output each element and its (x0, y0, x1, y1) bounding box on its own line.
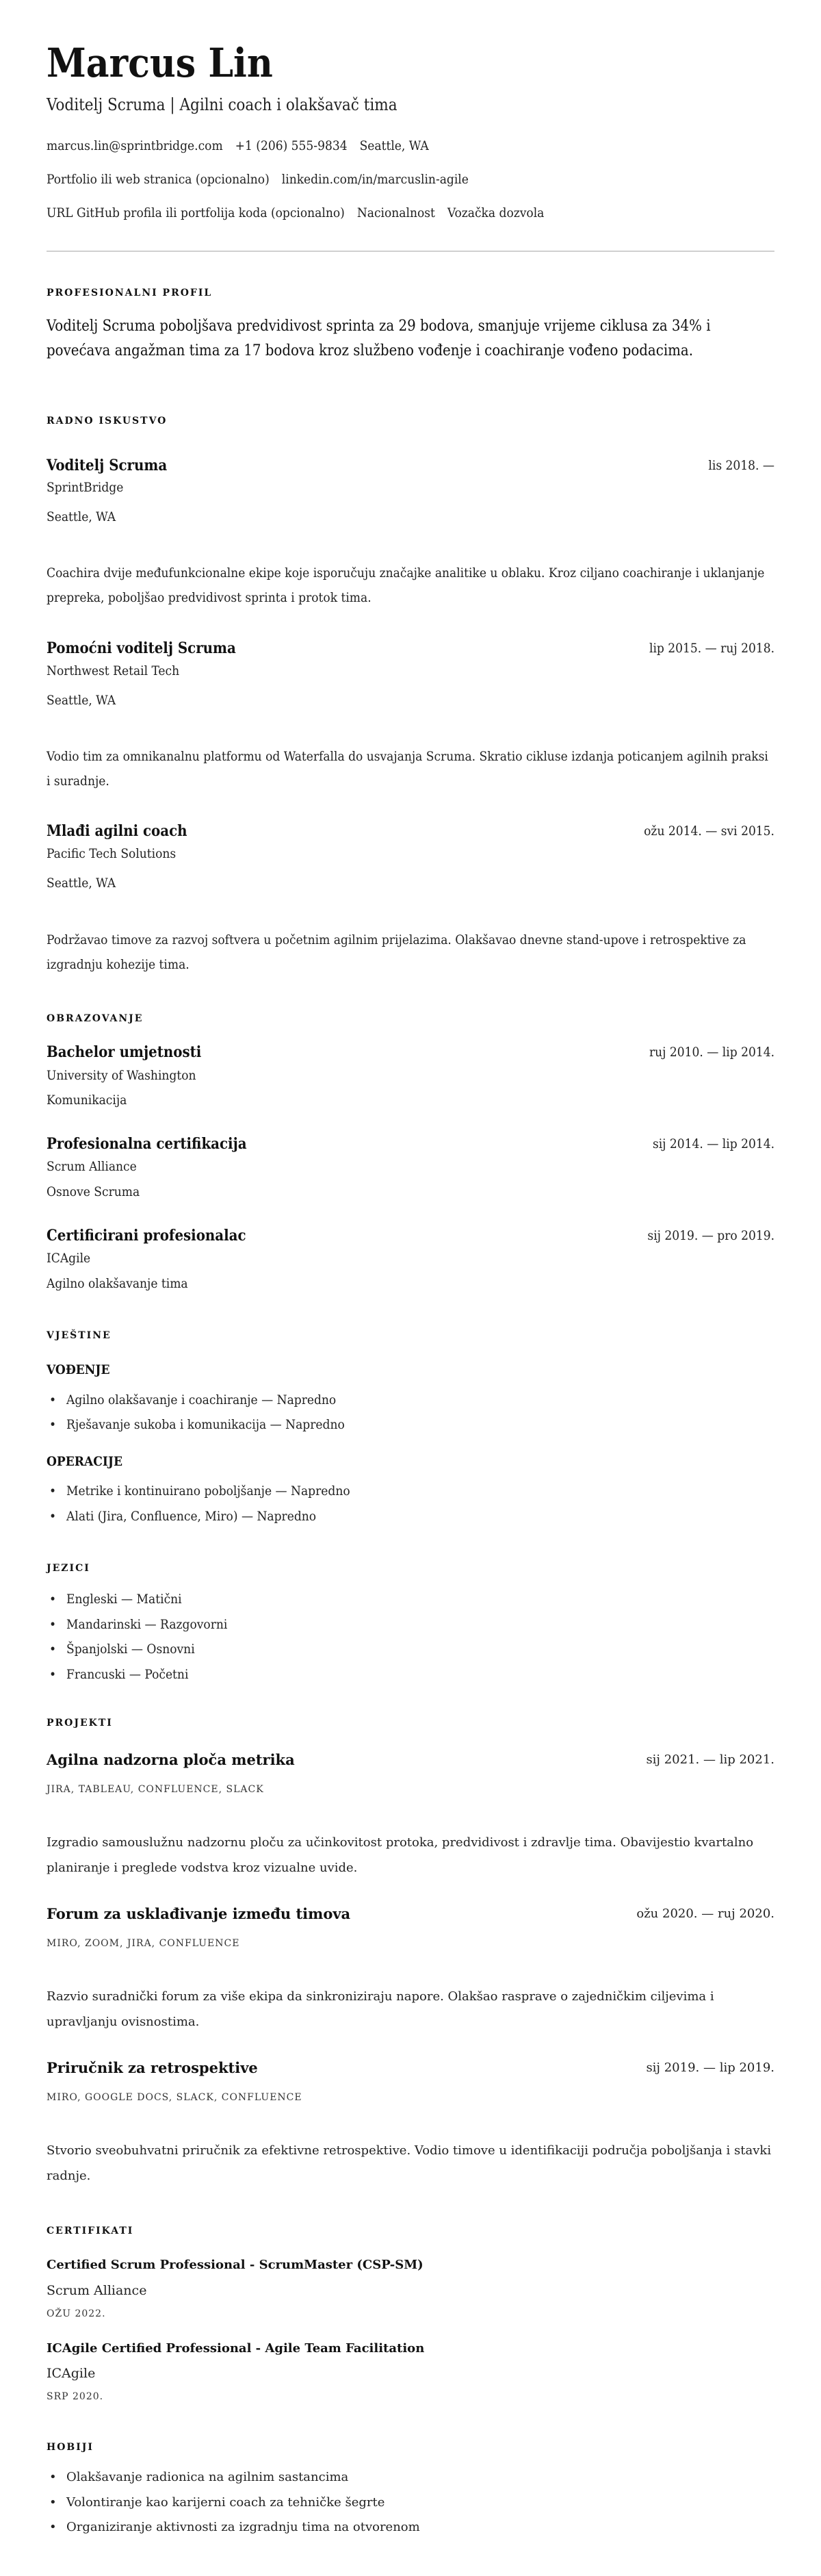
job-dates: lip 2015. — ruj 2018. (649, 641, 774, 656)
headline: Voditelj Scruma | Agilni coach i olakšavač tima (47, 95, 398, 114)
skill-item: • Rješavanje sukoba i komunikacija — Napredno (47, 1416, 345, 1433)
section-heading-education: OBRAZOVANJE (47, 1013, 144, 1024)
certificate-issuer: Scrum Alliance (47, 2283, 147, 2298)
certificate-date: OŽU 2022. (47, 2308, 106, 2319)
skill-item: • Metrike i kontinuirano poboljšanje — Napredno (47, 1483, 350, 1499)
language-item: • Mandarinski — Razgovorni (47, 1616, 227, 1633)
skill-group-heading: VOĐENJE (47, 1362, 110, 1377)
education-dates: sij 2014. — lip 2014. (652, 1136, 774, 1151)
section-heading-certificates: CERTIFIKATI (47, 2226, 134, 2236)
candidate-name: Marcus Lin (47, 40, 273, 86)
language-item: • Francuski — Početni (47, 1666, 188, 1683)
job-company: Pacific Tech Solutions (47, 846, 177, 861)
education-title: Profesionalna certifikacija (47, 1135, 247, 1153)
job-title: Pomoćni voditelj Scruma (47, 639, 236, 657)
education-dates: ruj 2010. — lip 2014. (649, 1045, 774, 1060)
project-tags: MIRO, ZOOM, JIRA, CONFLUENCE (47, 1938, 240, 1949)
phone: +1 (206) 555-9834 (235, 138, 348, 153)
contact-line-3 (47, 205, 544, 221)
hobby-item: • Olakšavanje radionica na agilnim sastancima (47, 2469, 348, 2486)
email-link[interactable]: marcus.lin@sprintbridge.com (47, 138, 223, 153)
project-description: Razvio suradnički forum za više ekipa da sinkroniziraju napore. Olakšao rasprave o zajedničkim ciljevima i upravljanju ovisnostima. (47, 1989, 714, 2029)
language-item: • Engleski — Matični (47, 1591, 182, 1607)
nationality: Nacionalnost (356, 205, 435, 220)
job-location: Seattle, WA (47, 509, 116, 524)
job-title: Mlađi agilni coach (47, 822, 187, 840)
skill-group-heading: OPERACIJE (47, 1454, 122, 1469)
education-field: Agilno olakšavanje tima (47, 1276, 188, 1291)
project-description: Stvorio sveobuhvatni priručnik za efektivne retrospektive. Vodio timove u identifikaciji područja poboljšanja i stavki radnje. (47, 2143, 772, 2183)
section-heading-projects: PROJEKTI (47, 1718, 113, 1729)
skill-item: • Alati (Jira, Confluence, Miro) — Napredno (47, 1508, 316, 1525)
section-heading-languages: JEZICI (47, 1563, 90, 1574)
education-field: Osnove Scruma (47, 1184, 140, 1199)
job-description: Podržavao timove za razvoj softvera u početnim agilnim prijelazima. Olakšavao dnevne stand-upove i retrospektive za izgradnju kohezije tima. (47, 932, 746, 972)
project-tags: MIRO, GOOGLE DOCS, SLACK, CONFLUENCE (47, 2092, 302, 2103)
project-dates: sij 2019. — lip 2019. (646, 2061, 774, 2075)
job-title: Voditelj Scruma (47, 457, 168, 474)
project-title: Agilna nadzorna ploča metrika (47, 1751, 295, 1768)
contact-line-2 (47, 171, 469, 188)
job-company: Northwest Retail Tech (47, 663, 180, 678)
job-location: Seattle, WA (47, 876, 116, 891)
education-institution: Scrum Alliance (47, 1159, 137, 1174)
education-title: Certificirani profesionalac (47, 1227, 246, 1245)
education-institution: ICAgile (47, 1251, 91, 1266)
certificate-title: ICAgile Certified Professional - Agile Team Facilitation (47, 2341, 425, 2356)
section-heading-experience: RADNO ISKUSTVO (47, 416, 168, 426)
profile-summary: Voditelj Scruma poboljšava predvidivost sprinta za 29 bodova, smanjuje vrijeme ciklusa za 34% i povećava angažman tima za 17 bodova kroz službeno vođenje i coachiranje vođeno podacima. (47, 318, 711, 359)
certificate-date: SRP 2020. (47, 2391, 104, 2402)
certificate-title: Certified Scrum Professional - ScrumMaster (CSP-SM) (47, 2258, 423, 2272)
project-title: Forum za usklađivanje između timova (47, 1905, 351, 1922)
section-heading-hobbies: HOBIJI (47, 2442, 94, 2453)
header-divider (47, 251, 774, 252)
project-title: Priručnik za retrospektive (47, 2059, 258, 2076)
project-description: Izgradio samouslužnu nadzornu ploču za učinkovitost protoka, predvidivost i zdravlje tima. Obavijestio kvartalno planiranje i preglede vodstva kroz vizualne uvide. (47, 1835, 754, 1875)
job-dates: ožu 2014. — svi 2015. (644, 824, 774, 839)
hobby-item: • Volontiranje kao karijerni coach za tehničke šegrte (47, 2495, 385, 2511)
contact-line-1 (47, 138, 429, 154)
section-heading-profile: PROFESIONALNI PROFIL (47, 288, 213, 298)
driving-license: Vozačka dozvola (447, 205, 545, 220)
section-heading-skills: VJEŠTINE (47, 1330, 112, 1341)
job-location: Seattle, WA (47, 693, 116, 708)
project-tags: JIRA, TABLEAU, CONFLUENCE, SLACK (47, 1784, 264, 1795)
job-description: Vodio tim za omnikanalnu platformu od Waterfalla do usvajanja Scruma. Skratio cikluse izdanja poticanjem agilnih praksi i suradnje. (47, 749, 768, 789)
portfolio-link[interactable]: Portfolio ili web stranica (opcionalno) (47, 172, 270, 187)
certificate-issuer: ICAgile (47, 2366, 96, 2381)
location: Seattle, WA (359, 138, 429, 153)
project-dates: ožu 2020. — ruj 2020. (636, 1907, 774, 1921)
skill-item: • Agilno olakšavanje i coachiranje — Napredno (47, 1392, 336, 1408)
hobby-item: • Organiziranje aktivnosti za izgradnju tima na otvorenom (47, 2519, 420, 2536)
linkedin-link[interactable]: linkedin.com/in/marcuslin-agile (281, 172, 469, 187)
education-field: Komunikacija (47, 1093, 127, 1108)
education-institution: University of Washington (47, 1068, 196, 1083)
github-link[interactable]: URL GitHub profila ili portfolija koda (opcionalno) (47, 205, 345, 220)
education-dates: sij 2019. — pro 2019. (647, 1228, 774, 1243)
education-title: Bachelor umjetnosti (47, 1043, 202, 1061)
job-description: Coachira dvije međufunkcionalne ekipe koje isporučuju značajke analitike u oblaku. Kroz ciljano coachiranje i uklanjanje prepreka, poboljšao predvidivost sprinta i protok tima. (47, 565, 765, 605)
job-company: SprintBridge (47, 480, 124, 495)
language-item: • Španjolski — Osnovni (47, 1641, 195, 1657)
job-dates: lis 2018. — (708, 458, 774, 473)
project-dates: sij 2021. — lip 2021. (646, 1752, 774, 1767)
